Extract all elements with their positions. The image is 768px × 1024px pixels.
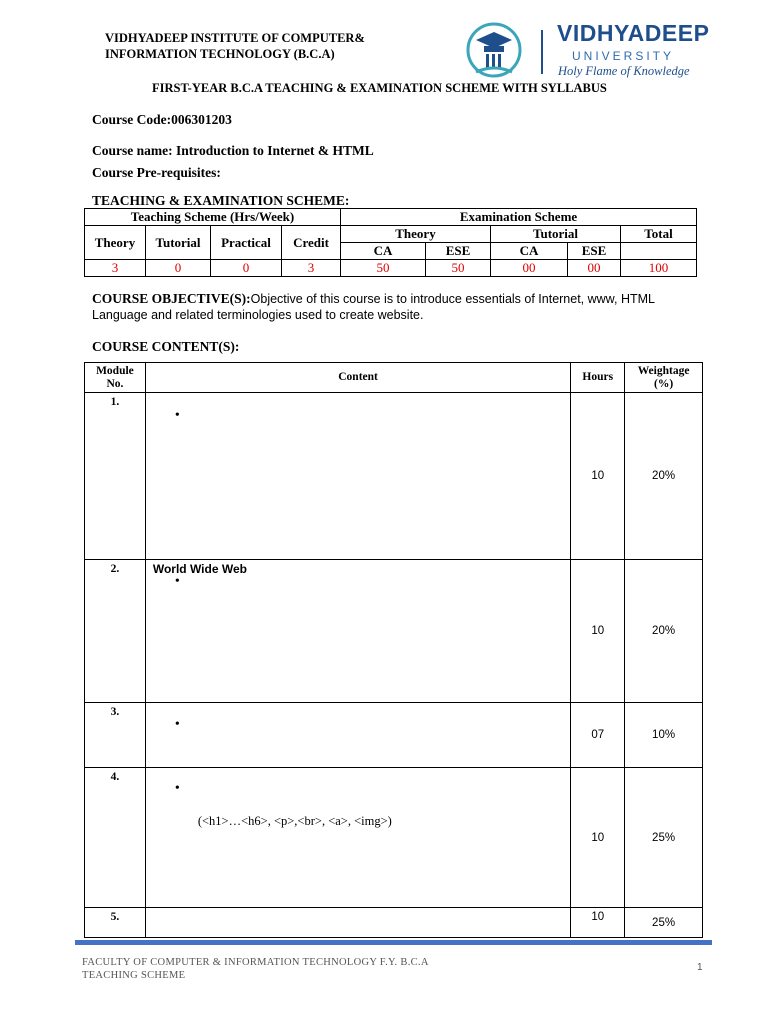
table-row	[85, 908, 703, 938]
col-module-no	[85, 363, 146, 393]
page-number: 1	[697, 962, 703, 973]
course-name-value: Introduction to Internet & HTML	[172, 143, 374, 158]
module-hours: 10	[571, 908, 625, 938]
col-module-no-label: No.	[106, 377, 124, 390]
module-number: 2.	[85, 560, 146, 703]
col-total-blank	[621, 243, 697, 260]
course-prerequisites-label: Course Pre-requisites:	[92, 165, 221, 180]
footer-line-2: TEACHING SCHEME	[82, 970, 186, 981]
teaching-scheme-header: Teaching Scheme (Hrs/Week)	[85, 209, 341, 226]
institute-line-2: INFORMATION TECHNOLOGY (B.C.A)	[105, 47, 335, 61]
module-weightage: 10%	[625, 703, 703, 768]
module-hours: 10	[571, 768, 625, 908]
content-table	[84, 362, 703, 938]
university-logo	[462, 16, 710, 86]
col-tutorial: Tutorial	[146, 226, 211, 260]
module-content	[145, 560, 570, 703]
scheme-table	[84, 208, 697, 277]
table-row	[85, 393, 703, 560]
col-exam-tutorial: Tutorial	[491, 226, 621, 243]
logo-tagline: Holy Flame of Knowledge	[558, 64, 690, 78]
value-ca-tutorial: 00	[491, 260, 568, 277]
course-code-text: Course Code:006301203	[92, 112, 232, 127]
course-name-label: Course name:	[92, 143, 173, 158]
module-hours: 10	[571, 393, 625, 560]
col-theory: Theory	[85, 226, 146, 260]
logo-name: VIDHYADEEP	[557, 20, 710, 46]
course-code	[92, 112, 232, 128]
institute-name	[105, 30, 365, 62]
col-ese-tutorial: ESE	[568, 243, 621, 260]
table-row	[85, 560, 703, 703]
col-content: Content	[145, 363, 570, 393]
col-module-label: Module	[96, 364, 134, 377]
value-theory: 3	[85, 260, 146, 277]
col-total: Total	[621, 226, 697, 243]
col-weightage-label: Weightage	[637, 364, 690, 377]
content-heading: COURSE CONTENT(S):	[92, 339, 240, 354]
module-content	[145, 393, 570, 560]
value-ca-theory: 50	[341, 260, 426, 277]
value-ese-theory: 50	[426, 260, 491, 277]
objective-text: Objective of this course is to introduce essentials of Internet, www, HTML Language and related terminologies used to create website.	[92, 292, 655, 322]
col-ca-theory: CA	[341, 243, 426, 260]
module-content	[145, 908, 570, 938]
document-title: FIRST-YEAR B.C.A TEACHING & EXAMINATION SCHEME WITH SYLLABUS	[152, 81, 607, 95]
col-exam-theory: Theory	[341, 226, 491, 243]
course-objective	[92, 291, 712, 323]
institute-line-1: VIDHYADEEP INSTITUTE OF COMPUTER&	[105, 31, 365, 45]
value-ese-tutorial: 00	[568, 260, 621, 277]
value-total: 100	[621, 260, 697, 277]
module-number: 4.	[85, 768, 146, 908]
value-tutorial: 0	[146, 260, 211, 277]
logo-subtitle: UNIVERSITY	[572, 49, 675, 63]
bullet-icon: •	[174, 717, 180, 732]
module-weightage: 25%	[625, 908, 703, 938]
footer	[82, 956, 429, 982]
table-row	[85, 703, 703, 768]
table-row	[85, 768, 703, 908]
col-weightage	[625, 363, 703, 393]
module-hours: 10	[571, 560, 625, 703]
col-ese-theory: ESE	[426, 243, 491, 260]
module-title: World Wide Web	[152, 562, 247, 576]
course-prerequisites	[92, 165, 221, 181]
module-number: 5.	[85, 908, 146, 938]
col-practical: Practical	[211, 226, 282, 260]
col-ca-tutorial: CA	[491, 243, 568, 260]
footer-divider	[75, 940, 712, 945]
module-number: 3.	[85, 703, 146, 768]
html-tags-list: (<h1>…<h6>, <p>,<br>, <a>, <img>)	[197, 814, 392, 828]
module-content	[145, 703, 570, 768]
module-content	[145, 768, 570, 908]
col-credit: Credit	[282, 226, 341, 260]
bullet-icon: •	[174, 408, 180, 423]
course-name	[92, 143, 374, 159]
footer-line-1: FACULTY OF COMPUTER & INFORMATION TECHNOLOGY F.Y. B.C.A	[82, 957, 429, 968]
module-number: 1.	[85, 393, 146, 560]
module-weightage: 25%	[625, 768, 703, 908]
module-hours: 07	[571, 703, 625, 768]
module-weightage: 20%	[625, 393, 703, 560]
bullet-icon: •	[174, 574, 180, 589]
examination-scheme-header: Examination Scheme	[341, 209, 697, 226]
objective-label: COURSE OBJECTIVE(S):	[92, 291, 251, 306]
logo-divider	[541, 30, 543, 74]
module-weightage: 20%	[625, 560, 703, 703]
col-weightage-unit: (%)	[653, 377, 674, 390]
col-hours: Hours	[571, 363, 625, 393]
value-credit: 3	[282, 260, 341, 277]
value-practical: 0	[211, 260, 282, 277]
graduation-cap-emblem-icon	[462, 16, 532, 86]
bullet-icon: •	[174, 781, 180, 796]
scheme-heading: TEACHING & EXAMINATION SCHEME:	[92, 193, 350, 208]
